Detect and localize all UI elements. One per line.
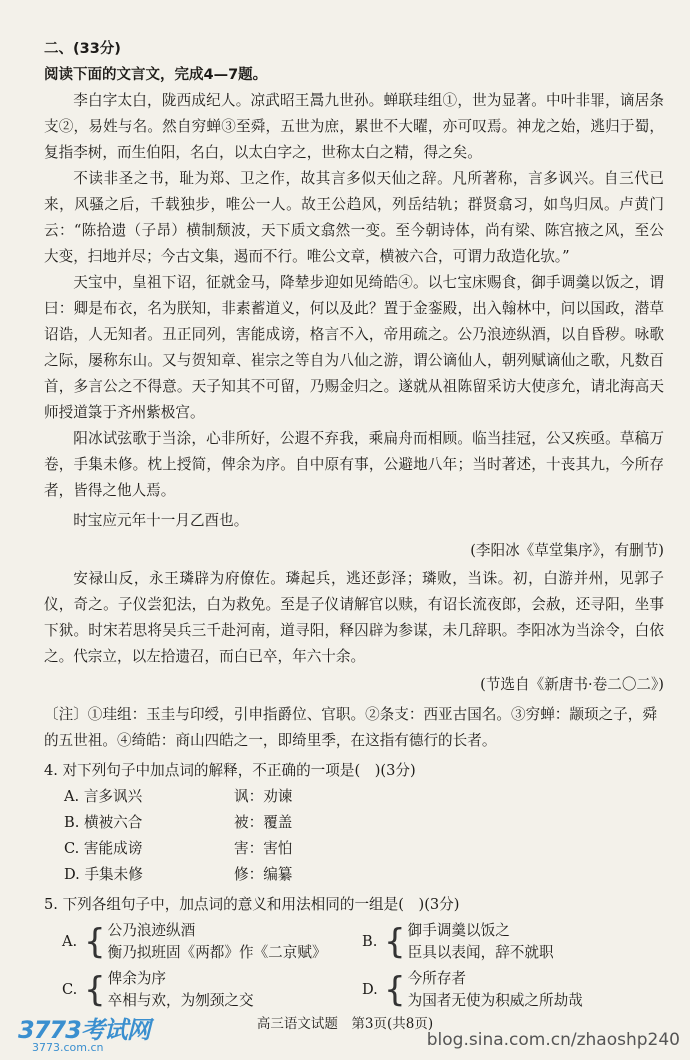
question-4-stem: 4. 对下列句子中加点词的解释，不正确的一项是( )(3分) — [44, 762, 416, 779]
question-5-stem: 5. 下列各组句子中，加点词的意义和用法相同的一组是( )(3分) — [44, 896, 460, 913]
q5-option-d-label: D. — [362, 981, 378, 998]
q4-option-d-def: 修：编纂 — [234, 866, 293, 883]
section-title: 二、(33分) — [44, 41, 121, 57]
instruction: 阅读下面的文言文，完成4—7题。 — [44, 67, 268, 83]
q4-option-b[interactable] — [44, 810, 664, 836]
passage1-para-3: 天宝中，皇祖下诏，征就金马，降辇步迎如见绮皓④。以七宝床赐食，御手调羹以饭之，谓曰：卿是布衣，名为朕知，非素蓄道义，何以及此？置于金銮殿，出入翰林中，问以国政，潜草诏诰，人无知者。丑正同列，害能成谤，格言不入，帝用疏之。公乃浪迹纵酒，以自昏秽。咏歌之际，屡称东山。又与贺知章、崔宗之等自为八仙之游，谓公谪仙人，朝列赋谪仙之歌，凡数百首，多言公之不得意。天子知其不可留，乃赐金归之。遂就从祖陈留采访大使彦允，请北海高天师授道箓于齐州紫极宫。 — [44, 274, 664, 421]
q4-option-b-def: 被：覆盖 — [234, 814, 293, 831]
question-4 — [44, 758, 664, 888]
blog-watermark: blog.sina.com.cn/zhaoshp240 — [426, 1030, 680, 1050]
passage2: 安禄山反，永王璘辟为府僚佐。璘起兵，逃还彭泽；璘败，当诛。初，白游并州，见郭子仪，奇之。子仪尝犯法，白为救免。至是子仪请解官以赎，有诏长流夜郎，会赦，还寻阳，坐事下狱。时宋若思将吴兵三千赴河南，道寻阳，释囚辟为参谋，未几辞职。李阳冰为当涂令，白依之。代宗立，以左拾遗召，而白已卒，年六十余。 — [44, 570, 664, 665]
brace-icon: { — [384, 922, 406, 962]
q5-option-c[interactable] — [62, 968, 362, 1012]
q5-option-d[interactable] — [362, 968, 662, 1012]
q4-option-a-text: A. 言多讽兴 — [64, 788, 143, 805]
q5-option-a[interactable] — [62, 920, 362, 964]
site-logo-url: 3773.com.cn — [32, 1041, 104, 1054]
q5-option-c-line2: 卒相与欢，为刎颈之交 — [107, 992, 254, 1009]
passage1-para-2: 不读非圣之书，耻为郑、卫之作，故其言多似天仙之辞。凡所著称，言多讽兴。自三代已来，风骚之后，千载独步，唯公一人。故王公趋风，列岳结轨；群贤翕习，如鸟归凤。卢黄门云：“陈拾遗（子昂）横制颓波，天下质文翕然一变。至今朝诗体，尚有梁、陈宫掖之风，至公大变，扫地并尽；今古文集，遏而不行。唯公文章，横被六合，可谓力敌造化欤。” — [44, 170, 664, 265]
q5-option-c-line1: 俾余为序 — [107, 970, 167, 987]
q5-option-b-label: B. — [362, 933, 378, 950]
q5-options — [44, 920, 664, 1012]
passage1-para-1: 李白字太白，陇西成纪人。凉武昭王暠九世孙。蝉联珪组①，世为显著。中叶非罪，谪居条支②，易姓与名。然自穷蝉③至舜，五世为庶，累世不大曜，亦可叹焉。神龙之始，逃归于蜀，复指李树，而生伯阳，名白，以太白字之，世称太白之精，得之矣。 — [44, 92, 664, 161]
q4-option-c-def: 害：害怕 — [234, 840, 293, 857]
q5-option-d-line2: 为国者无使为积威之所劫哉 — [407, 992, 583, 1009]
date-line: 时宝应元年十一月乙酉也。 — [73, 512, 249, 529]
site-logo[interactable] — [18, 1010, 150, 1054]
q5-option-c-label: C. — [62, 981, 78, 998]
q5-option-b-line1: 御手调羹以饭之 — [407, 922, 510, 939]
q4-option-a-def: 讽：劝谏 — [234, 788, 293, 805]
q5-option-a-line1: 公乃浪迹纵酒 — [107, 922, 196, 939]
q5-option-a-line2: 衡乃拟班固《两都》作《二京赋》 — [107, 944, 327, 961]
q5-option-d-line1: 今所存者 — [407, 970, 467, 987]
brace-icon: { — [384, 970, 406, 1010]
page-footer: 高三语文试题 第3页(共8页) — [256, 1016, 434, 1032]
site-logo-text: 3773考试网 — [18, 1016, 150, 1044]
q5-option-a-label: A. — [62, 933, 78, 950]
source-2: (节选自《新唐书·卷二〇二》) — [480, 676, 664, 693]
q4-option-c[interactable] — [44, 836, 664, 862]
exam-content — [44, 36, 664, 1012]
annotation-note: 〔注〕①珪组：玉圭与印绶，引申指爵位、官职。②条支：西亚古国名。③穷蝉：颛顼之子，舜的五世祖。④绮皓：商山四皓之一，即绮里季，在这指有德行的长者。 — [44, 706, 657, 749]
brace-icon: { — [84, 970, 106, 1010]
q5-option-b[interactable] — [362, 920, 662, 964]
source-1: (李阳冰《草堂集序》，有删节) — [470, 542, 664, 559]
q5-option-b-line2: 臣具以表闻，辞不就职 — [407, 944, 554, 961]
q4-option-a[interactable] — [44, 784, 664, 810]
passage1-para-4: 阳冰试弦歌于当涂，心非所好，公遐不弃我，乘扁舟而相顾。临当挂冠，公又疾亟。草稿万卷，手集未修。枕上授简，俾余为序。自中原有事，公避地八年；当时著述，十丧其九，今所存者，皆得之他人焉。 — [44, 430, 664, 499]
brace-icon: { — [84, 922, 106, 962]
q4-option-d-text: D. 手集未修 — [64, 866, 143, 883]
q4-option-b-text: B. 横被六合 — [64, 814, 143, 831]
question-5 — [44, 892, 664, 1012]
q4-option-d[interactable] — [44, 862, 664, 888]
q4-option-c-text: C. 害能成谤 — [64, 840, 143, 857]
